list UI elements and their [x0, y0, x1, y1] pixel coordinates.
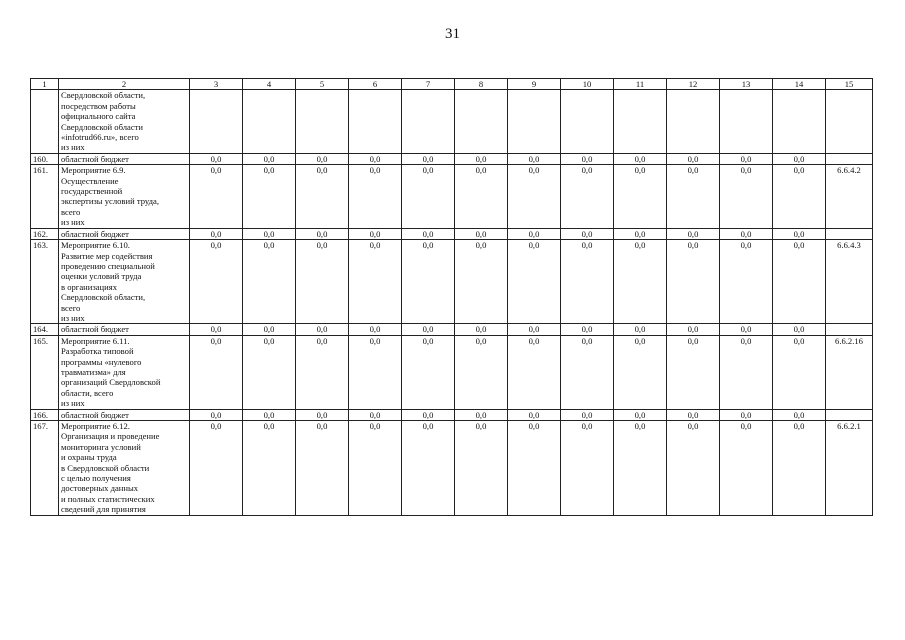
amount-cell: 0,0	[667, 421, 720, 516]
amount-cell	[349, 90, 402, 153]
column-header: 6	[349, 79, 402, 90]
row-number: 162.	[31, 228, 59, 239]
amount-cell: 0,0	[720, 409, 773, 420]
target-code	[826, 409, 873, 420]
amount-cell: 0,0	[349, 324, 402, 335]
row-number: 164.	[31, 324, 59, 335]
table-row	[31, 153, 873, 164]
amount-cell: 0,0	[296, 153, 349, 164]
amount-cell: 0,0	[667, 153, 720, 164]
column-header: 1	[31, 79, 59, 90]
column-header: 5	[296, 79, 349, 90]
amount-cell: 0,0	[296, 335, 349, 409]
amount-cell: 0,0	[455, 335, 508, 409]
row-description: областной бюджет	[59, 409, 190, 420]
amount-cell: 0,0	[508, 228, 561, 239]
amount-cell: 0,0	[667, 409, 720, 420]
page-number: 31	[445, 26, 460, 42]
row-number: 167.	[31, 421, 59, 516]
row-description: областной бюджет	[59, 228, 190, 239]
amount-cell: 0,0	[402, 409, 455, 420]
row-number: 163.	[31, 240, 59, 324]
amount-cell: 0,0	[508, 335, 561, 409]
amount-cell: 0,0	[296, 324, 349, 335]
amount-cell: 0,0	[667, 240, 720, 324]
row-number	[31, 90, 59, 153]
amount-cell: 0,0	[614, 409, 667, 420]
amount-cell: 0,0	[773, 409, 826, 420]
amount-cell: 0,0	[508, 409, 561, 420]
amount-cell: 0,0	[190, 228, 243, 239]
target-code	[826, 90, 873, 153]
amount-cell: 0,0	[455, 240, 508, 324]
amount-cell: 0,0	[561, 228, 614, 239]
amount-cell: 0,0	[455, 324, 508, 335]
amount-cell: 0,0	[349, 228, 402, 239]
amount-cell: 0,0	[349, 165, 402, 228]
row-number: 160.	[31, 153, 59, 164]
row-description: Мероприятие 6.12. Организация и проведение мониторинга условий и охраны труда в Свердловской области с целью получения достоверных данных и полных статистических сведений для принятия	[59, 421, 190, 516]
amount-cell: 0,0	[243, 409, 296, 420]
target-code: 6.6.2.1	[826, 421, 873, 516]
amount-cell: 0,0	[773, 421, 826, 516]
amount-cell: 0,0	[614, 165, 667, 228]
amount-cell: 0,0	[720, 165, 773, 228]
amount-cell: 0,0	[243, 228, 296, 239]
amount-cell: 0,0	[402, 240, 455, 324]
amount-cell: 0,0	[561, 335, 614, 409]
column-header: 15	[826, 79, 873, 90]
amount-cell: 0,0	[402, 228, 455, 239]
amount-cell: 0,0	[667, 228, 720, 239]
amount-cell: 0,0	[773, 324, 826, 335]
amount-cell: 0,0	[296, 165, 349, 228]
amount-cell: 0,0	[561, 421, 614, 516]
row-description: Мероприятие 6.11. Разработка типовой программы «нулевого травматизма» для организаций Свердловской области, всего из них	[59, 335, 190, 409]
table-row	[31, 165, 873, 228]
amount-cell: 0,0	[773, 228, 826, 239]
row-description: Мероприятие 6.10. Развитие мер содействия проведению специальной оценки условий труда в организациях Свердловской области, всего из них	[59, 240, 190, 324]
amount-cell: 0,0	[349, 153, 402, 164]
amount-cell: 0,0	[190, 409, 243, 420]
amount-cell	[402, 90, 455, 153]
amount-cell: 0,0	[773, 335, 826, 409]
amount-cell: 0,0	[508, 240, 561, 324]
amount-cell: 0,0	[561, 409, 614, 420]
target-code	[826, 228, 873, 239]
column-header: 11	[614, 79, 667, 90]
column-header: 12	[667, 79, 720, 90]
amount-cell	[614, 90, 667, 153]
amount-cell	[720, 90, 773, 153]
amount-cell: 0,0	[561, 165, 614, 228]
header-row	[31, 79, 873, 90]
amount-cell: 0,0	[243, 165, 296, 228]
table-row	[31, 90, 873, 153]
amount-cell	[773, 90, 826, 153]
amount-cell: 0,0	[561, 324, 614, 335]
table-row	[31, 324, 873, 335]
amount-cell: 0,0	[349, 240, 402, 324]
table-row	[31, 409, 873, 420]
amount-cell: 0,0	[349, 409, 402, 420]
amount-cell: 0,0	[349, 335, 402, 409]
amount-cell: 0,0	[614, 421, 667, 516]
amount-cell: 0,0	[296, 228, 349, 239]
column-header: 2	[59, 79, 190, 90]
amount-cell: 0,0	[561, 153, 614, 164]
row-number: 166.	[31, 409, 59, 420]
amount-cell: 0,0	[190, 153, 243, 164]
amount-cell: 0,0	[614, 240, 667, 324]
row-number: 165.	[31, 335, 59, 409]
amount-cell	[243, 90, 296, 153]
amount-cell: 0,0	[720, 335, 773, 409]
amount-cell: 0,0	[455, 228, 508, 239]
amount-cell: 0,0	[561, 240, 614, 324]
amount-cell: 0,0	[190, 240, 243, 324]
amount-cell: 0,0	[296, 240, 349, 324]
amount-cell: 0,0	[402, 421, 455, 516]
row-description: Мероприятие 6.9. Осуществление государственной экспертизы условий труда, всего из них	[59, 165, 190, 228]
amount-cell: 0,0	[508, 324, 561, 335]
row-description: областной бюджет	[59, 324, 190, 335]
amount-cell: 0,0	[243, 153, 296, 164]
amount-cell: 0,0	[402, 335, 455, 409]
amount-cell: 0,0	[667, 324, 720, 335]
amount-cell: 0,0	[455, 165, 508, 228]
column-header: 3	[190, 79, 243, 90]
column-header: 4	[243, 79, 296, 90]
amount-cell: 0,0	[402, 153, 455, 164]
table-row	[31, 421, 873, 516]
amount-cell: 0,0	[243, 240, 296, 324]
amount-cell: 0,0	[720, 421, 773, 516]
target-code	[826, 153, 873, 164]
row-number: 161.	[31, 165, 59, 228]
amount-cell: 0,0	[190, 324, 243, 335]
amount-cell: 0,0	[614, 324, 667, 335]
column-header: 8	[455, 79, 508, 90]
amount-cell: 0,0	[455, 153, 508, 164]
budget-table	[30, 78, 873, 516]
amount-cell: 0,0	[667, 165, 720, 228]
amount-cell	[455, 90, 508, 153]
amount-cell: 0,0	[773, 240, 826, 324]
column-header: 10	[561, 79, 614, 90]
amount-cell: 0,0	[773, 153, 826, 164]
target-code: 6.6.4.2	[826, 165, 873, 228]
amount-cell: 0,0	[402, 324, 455, 335]
amount-cell: 0,0	[508, 421, 561, 516]
amount-cell: 0,0	[243, 324, 296, 335]
table-body	[31, 79, 873, 516]
amount-cell: 0,0	[508, 165, 561, 228]
target-code: 6.6.4.3	[826, 240, 873, 324]
table-row	[31, 228, 873, 239]
amount-cell	[296, 90, 349, 153]
amount-cell: 0,0	[720, 228, 773, 239]
amount-cell: 0,0	[243, 421, 296, 516]
amount-cell: 0,0	[773, 165, 826, 228]
amount-cell: 0,0	[720, 240, 773, 324]
amount-cell	[667, 90, 720, 153]
amount-cell: 0,0	[190, 335, 243, 409]
amount-cell: 0,0	[296, 409, 349, 420]
amount-cell: 0,0	[667, 335, 720, 409]
amount-cell	[508, 90, 561, 153]
target-code	[826, 324, 873, 335]
column-header: 7	[402, 79, 455, 90]
column-header: 13	[720, 79, 773, 90]
table-row	[31, 240, 873, 324]
amount-cell: 0,0	[455, 409, 508, 420]
table-row	[31, 335, 873, 409]
row-description: областной бюджет	[59, 153, 190, 164]
amount-cell: 0,0	[508, 153, 561, 164]
amount-cell: 0,0	[296, 421, 349, 516]
column-header: 14	[773, 79, 826, 90]
amount-cell: 0,0	[614, 153, 667, 164]
amount-cell: 0,0	[720, 324, 773, 335]
row-description: Свердловской области, посредством работы официального сайта Свердловской области «infotrud66.ru», всего из них	[59, 90, 190, 153]
amount-cell	[190, 90, 243, 153]
column-header: 9	[508, 79, 561, 90]
amount-cell: 0,0	[349, 421, 402, 516]
amount-cell: 0,0	[720, 153, 773, 164]
amount-cell: 0,0	[614, 335, 667, 409]
amount-cell: 0,0	[455, 421, 508, 516]
amount-cell: 0,0	[614, 228, 667, 239]
amount-cell: 0,0	[190, 421, 243, 516]
amount-cell	[561, 90, 614, 153]
target-code: 6.6.2.16	[826, 335, 873, 409]
amount-cell: 0,0	[243, 335, 296, 409]
amount-cell: 0,0	[402, 165, 455, 228]
amount-cell: 0,0	[190, 165, 243, 228]
